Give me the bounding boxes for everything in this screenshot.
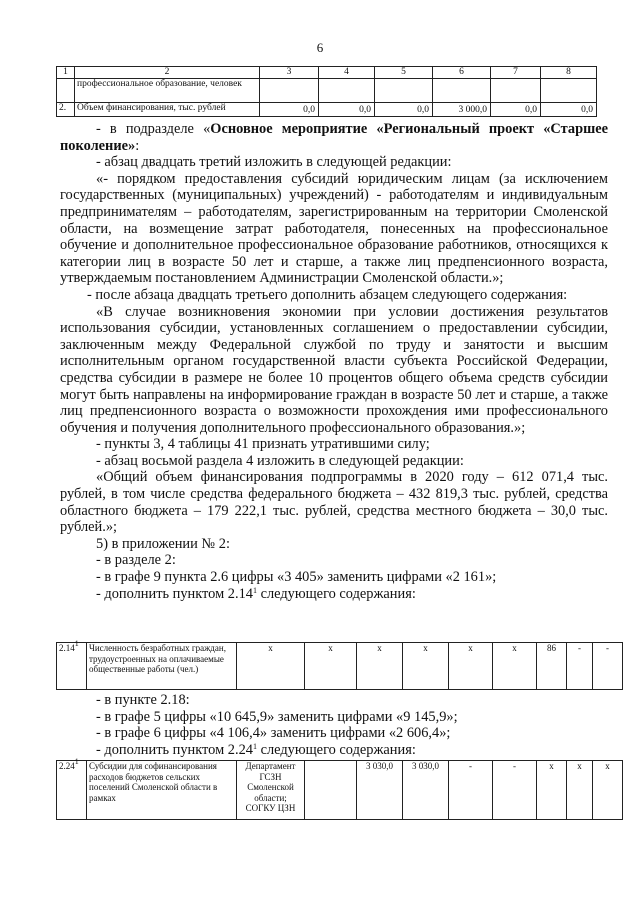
header-cell: 7 (491, 67, 541, 79)
table-row (57, 103, 597, 117)
paragraph: - в разделе 2: (96, 552, 176, 569)
value-cell: 0,0 (541, 103, 597, 117)
table-header-row (57, 67, 597, 79)
value-cell: х (493, 643, 537, 690)
row-name: Объем финансирования, тыс. рублей (75, 103, 260, 117)
paragraph: - дополнить пунктом 2.24$^1$ следующего содержания: (96, 741, 416, 758)
value-cell: 3 000,0 (433, 103, 491, 117)
value-cell: х (357, 643, 403, 690)
header-cell: 2 (75, 67, 260, 79)
value-cell: х (537, 761, 567, 820)
table-row (57, 643, 623, 690)
table-row (57, 761, 623, 820)
body-text-upper (60, 121, 608, 602)
paragraph: «В случае возникновения экономии при условии достижения результатов использования субсидии, установленных соглашением о предоставлении субсидии, заключенным между Федеральной службой по труду и занятости и высшим исполнительным органом государственной власти субъекта Российской Федерации, средства субсидии в размере не более 10 процентов общего объема средств субсидии могут быть направлены на информирование граждан в возрасте 50 лет и старше, а также лиц предпенсионного возраста о возможности прохождения ими профессионального обучения и получения дополнительного профессионального образования.»; (60, 303, 608, 436)
value-cell: 86 (537, 643, 567, 690)
header-cell: 8 (541, 67, 597, 79)
value-cell: х (567, 761, 593, 820)
header-cell: 4 (319, 67, 375, 79)
paragraph: - абзац восьмой раздела 4 изложить в следующей редакции: (96, 452, 464, 469)
paragraph: «Общий объем финансирования подпрограммы в 2020 году – 612 071,4 тыс. рублей, в том числе средства федерального бюджета – 432 819,3 тыс. рублей, средства областного бюджета – 179 222,1 тыс. рублей, средства местного бюджета – 30,0 тыс. рублей.»; (60, 469, 608, 536)
financing-table (56, 66, 597, 117)
paragraph: - абзац двадцать третий изложить в следующей редакции: (96, 154, 452, 171)
row-number: 2.14$^1$ (57, 643, 87, 690)
paragraph: - после абзаца двадцать третьего дополнить абзацем следующего содержания: (87, 286, 568, 303)
value-cell (433, 79, 491, 103)
executor-cell: Департамент ГСЗН Смоленской области; СОГКУ ЦЗН (237, 761, 305, 820)
value-cell (260, 79, 319, 103)
paragraph: «- порядком предоставления субсидий юридическим лицам (за исключением государственных (муниципальных) учреждений) - работодателям и индивидуальным предпринимателям – работодателям, зарегистрированным на территории Смоленской области, на возмещение затрат работодателя, понесенных на профессиональное обучение и дополнительное профессиональное образование работников, относящихся к категории лиц в возрасте 50 лет и старше, а также лиц предпенсионного возраста, утверждаемым постановлением Администрации Смоленской области.»; (60, 170, 608, 287)
value-cell: 0,0 (491, 103, 541, 117)
empty-cell (305, 761, 357, 820)
value-cell: - (593, 643, 623, 690)
paragraph: - в графе 6 цифры «4 106,4» заменить цифрами «2 606,4»; (96, 725, 451, 742)
value-cell: 3 030,0 (403, 761, 449, 820)
page-number: 6 (316, 40, 324, 55)
paragraph: - дополнить пунктом 2.14$^1$ следующего содержания: (96, 585, 416, 602)
value-cell (375, 79, 433, 103)
header-cell: 3 (260, 67, 319, 79)
value-cell (491, 79, 541, 103)
value-cell: 0,0 (375, 103, 433, 117)
row-name: Численность безработных граждан, трудоустроенных на оплачиваемые общественные работы (чел.) (87, 643, 237, 690)
row-name: Субсидии для софинансирования расходов бюджетов сельских поселений Смоленской области в рамках (87, 761, 237, 820)
item-2-14-table (56, 639, 623, 690)
paragraph: - в пункте 2.18: (96, 692, 190, 708)
paragraph: 5) в приложении № 2: (96, 535, 230, 552)
subsection-title: Основное мероприятие «Региональный проект «Старшее поколение» (60, 121, 608, 154)
header-cell: 6 (433, 67, 491, 79)
body-text-lower (60, 692, 608, 758)
value-cell: х (305, 643, 357, 690)
value-cell: 0,0 (260, 103, 319, 117)
paragraph: - в графе 5 цифры «10 645,9» заменить цифрами «9 145,9»; (96, 708, 458, 725)
value-cell: х (237, 643, 305, 690)
value-cell: - (449, 761, 493, 820)
row-name: профессиональное образование, человек (75, 79, 260, 103)
row-number (57, 79, 75, 103)
value-cell: 3 030,0 (357, 761, 403, 820)
value-cell: - (567, 643, 593, 690)
value-cell (541, 79, 597, 103)
item-2-24-table (56, 757, 623, 820)
header-cell: 5 (375, 67, 433, 79)
value-cell: - (493, 761, 537, 820)
table-row (57, 79, 597, 103)
value-cell: х (403, 643, 449, 690)
row-number: 2.24$^1$ (57, 761, 87, 820)
paragraph: - пункты 3, 4 таблицы 41 признать утратившими силу; (96, 436, 430, 453)
paragraph-subsection: - в подразделе «Основное мероприятие «Региональный проект «Старшее поколение»: (60, 121, 608, 154)
row-number: 2. (57, 103, 75, 117)
paragraph: - в графе 9 пункта 2.6 цифры «3 405» заменить цифрами «2 161»; (96, 569, 497, 586)
value-cell (319, 79, 375, 103)
header-cell: 1 (57, 67, 75, 79)
value-cell: 0,0 (319, 103, 375, 117)
value-cell: х (593, 761, 623, 820)
value-cell: х (449, 643, 493, 690)
